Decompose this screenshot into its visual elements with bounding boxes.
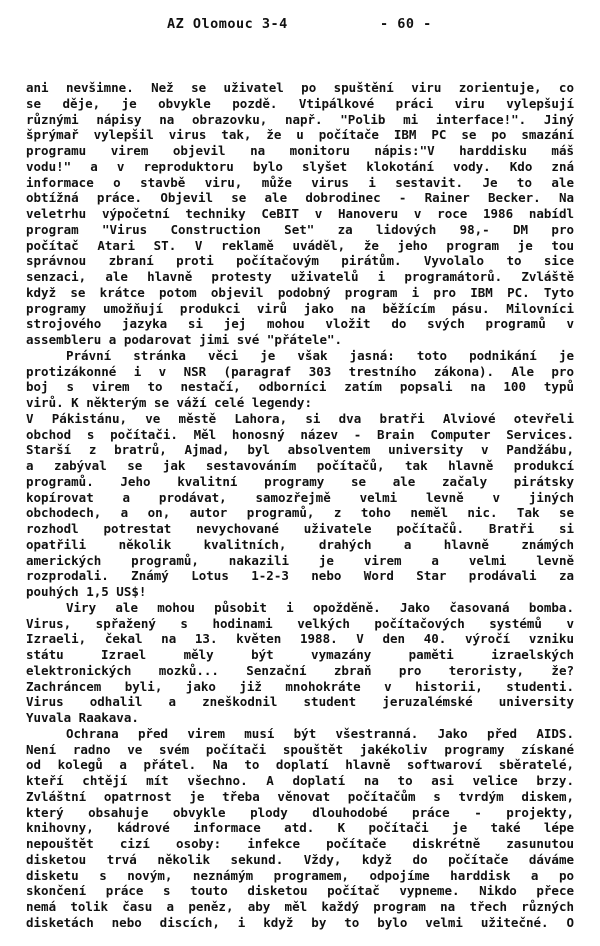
text-line: ani nevšimne. Než se uživatel po spuštění viru zorientuje, co	[26, 80, 574, 96]
text-line: šprýmař vylepšil virus tak, že u počítače IBM PC se po smazání	[26, 127, 574, 143]
text-line: státu Izrael měly být vymazány paměti izraelských	[26, 647, 574, 663]
text-line: který obsahuje obvykle plody dlouhodobé práce - projekty,	[26, 805, 574, 821]
text-line: Zachráncem byli, jako již mnohokráte v historii, studenti.	[26, 679, 574, 695]
text-line: Zvláštní opatrnost je třeba věnovat počítačům s tvrdým diskem,	[26, 789, 574, 805]
text-line: rozprodali. Známý Lotus 1-2-3 nebo Word Star prodávali za	[26, 568, 574, 584]
paragraph-start-line: Právní stránka věci je však jasná: toto podnikání je	[26, 348, 574, 364]
text-line: programy umožňují produkci virů jako na běžícím pásu. Milovníci	[26, 301, 574, 317]
text-line: nepouštět cizí osoby: infekce počítače diskrétně zasunutou	[26, 836, 574, 852]
text-line: obtížná práce. Objevil se ale dobrodinec - Rainer Becker. Na	[26, 190, 574, 206]
text-line: senzaci, ale hlavně protesty uživatelů i programátorů. Zvláště	[26, 269, 574, 285]
text-line: Yuvala Raakava.	[26, 710, 574, 726]
page-number: - 60 -	[380, 16, 432, 32]
text-line: Starší z bratrů, Ajmad, byl absolventem university v Pandžábu,	[26, 442, 574, 458]
paragraph-start-line: Viry ale mohou působit i opožděně. Jako časovaná bomba.	[26, 600, 574, 616]
text-line: programů. Jeho kvalitní programy se ale začaly pirátsky	[26, 474, 574, 490]
text-line: disketou trvá několik sekund. Vždy, když do počítače dáváme	[26, 852, 574, 868]
text-line: vodu!" a v reproduktoru bylo slyšet klokotání vody. Kdo zná	[26, 159, 574, 175]
text-line: protizákonné i v NSR (paragraf 303 trestního zákona). Ale pro	[26, 364, 574, 380]
header-title: AZ Olomouc 3-4	[167, 16, 288, 32]
text-line: opatřili několik kvalitních, drahých a hlavně známých	[26, 537, 574, 553]
text-line: skončení práce s touto disketou počítač vypneme. Nikdo přece	[26, 883, 574, 899]
text-line: programu virem objevil na monitoru nápis:"V harddisku máš	[26, 143, 574, 159]
text-line: kteří chtějí mít všechno. A doplatí na to asi velice brzy.	[26, 773, 574, 789]
paragraph-start-line: Ochrana před virem musí být všestranná. Jako před AIDS.	[26, 726, 574, 742]
text-line: virů. K některým se váží celé legendy:	[26, 395, 574, 411]
text-line: nemá tolik času a peněz, aby měl každý program na třech různých	[26, 899, 574, 915]
text-line: Izraeli, čekal na 13. květen 1988. V den 40. výročí vzniku	[26, 631, 574, 647]
text-line: Virus, spřažený s hodinami velkých počítačových systémů v	[26, 616, 574, 632]
text-line: a zabýval se jak sestavováním počítačů, tak hlavně produkcí	[26, 458, 574, 474]
body-text	[26, 80, 574, 946]
text-line: elektronických mozků... Senzační zbraň pro teroristy, že?	[26, 663, 574, 679]
text-line: pouhých 1,5 US$!	[26, 584, 574, 600]
text-line: Virus odhalil a zneškodnil student jeruzalémské university	[26, 694, 574, 710]
text-line: když se krátce potom objevil podobný program i pro IBM PC. Tyto	[26, 285, 574, 301]
text-line: počítač Atari ST. V reklamě uváděl, že jeho program je tou	[26, 238, 574, 254]
text-line: kopírovat a prodávat, samozřejmě velmi levně v jiných	[26, 490, 574, 506]
text-line: boj s virem to nestačí, odborníci zatím popsali na 100 typů	[26, 379, 574, 395]
text-line: strojového jazyka si jej mohou vložit do svých programů v	[26, 316, 574, 332]
text-line: správnou zbraní proti počítačovým pirátům. Vyvolalo to sice	[26, 253, 574, 269]
text-line: amerických programů, nakazili je virem a velmi levně	[26, 553, 574, 569]
text-line: Není radno ve svém počítači spouštět jakékoliv programy získané	[26, 742, 574, 758]
text-line: se děje, je obvykle pozdě. Vtipálkové práci viru vylepšují	[26, 96, 574, 112]
text-line: obchodech, a on, autor programů, z toho neměl nic. Tak se	[26, 505, 574, 521]
text-line: program "Virus Construction Set" za lidových 98,- DM pro	[26, 222, 574, 238]
text-line: různými nápisy na obrazovku, např. "Polib mi interface!". Jiný	[26, 112, 574, 128]
text-line: informace o stavbě viru, může virus i sestavit. Je to ale	[26, 175, 574, 191]
text-line: assembleru a podarovat jimi své "přátele".	[26, 332, 574, 348]
text-line: disketu s novým, neznámým programem, odpojíme harddisk a po	[26, 868, 574, 884]
text-line: obchod s počítači. Měl honosný název - Brain Computer Services.	[26, 427, 574, 443]
text-line: rozhodl potrestat nevychované uživatele počítačů. Bratři si	[26, 521, 574, 537]
page-header	[0, 16, 600, 36]
text-line: od kolegů a přátel. Na to doplatí hlavně softwaroví sběratelé,	[26, 757, 574, 773]
text-line	[26, 931, 574, 946]
text-line: V Pákistánu, ve městě Lahora, si dva bratři Alviové otevřeli	[26, 411, 574, 427]
text-line: veletrhu výpočetní techniky CeBIT v Hanoveru v roce 1986 nabídl	[26, 206, 574, 222]
text-line: disketách nebo discích, i když by to bylo velmi užitečné. O	[26, 915, 574, 931]
text-line: knihovny, kádrové informace atd. K počítači je také lépe	[26, 820, 574, 836]
